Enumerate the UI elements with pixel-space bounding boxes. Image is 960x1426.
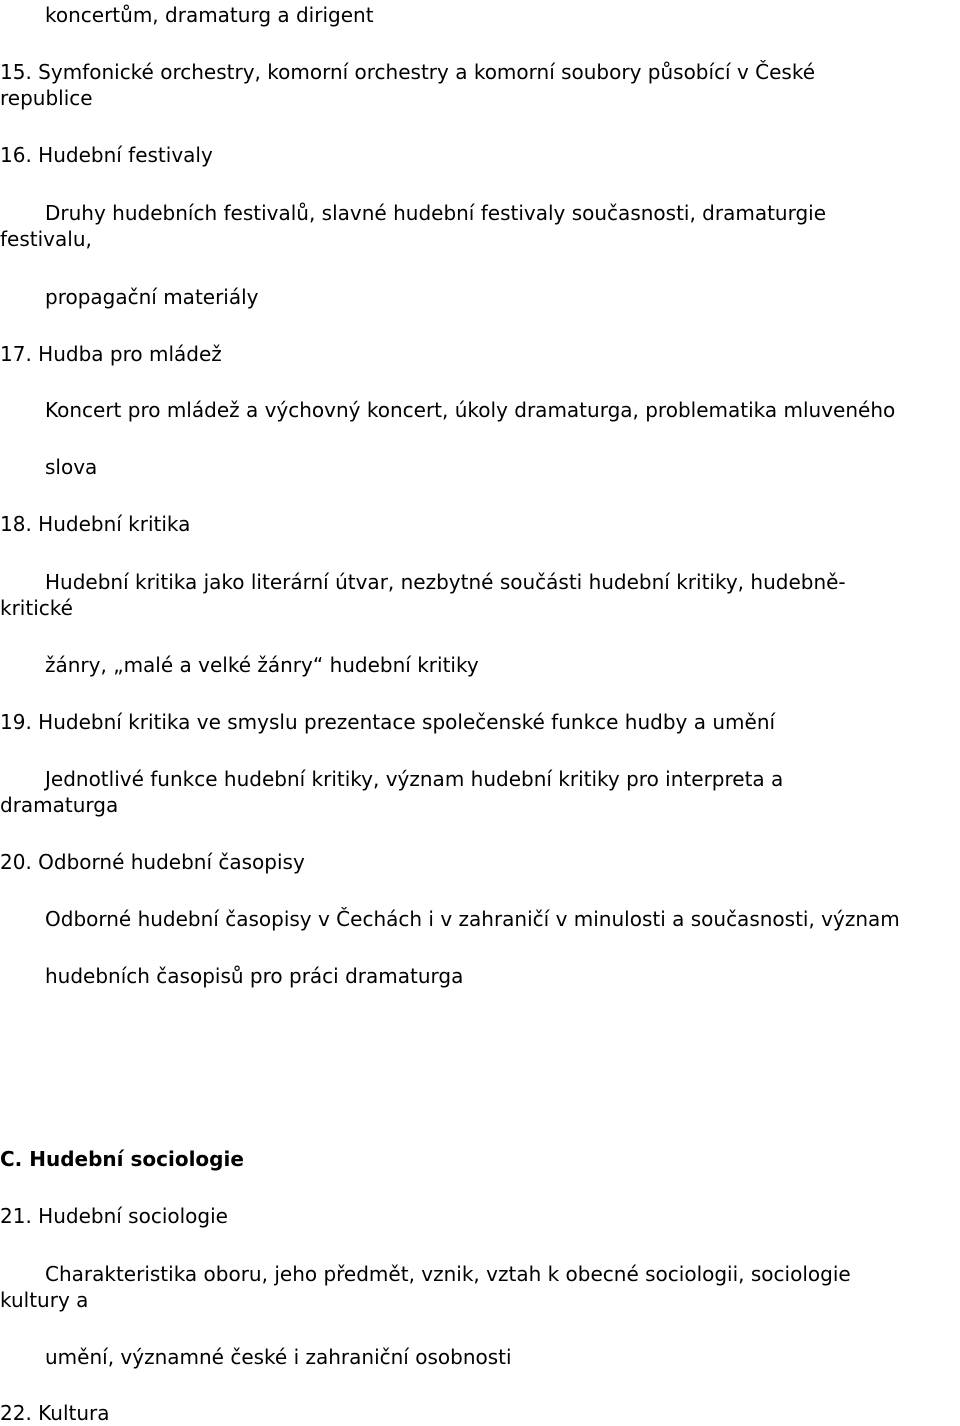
section-heading-continued: republice	[0, 86, 93, 110]
text-line: Koncert pro mládež a výchovný koncert, úkoly dramaturga, problematika mluveného	[45, 398, 896, 422]
section-heading: 16. Hudební festivaly	[0, 143, 213, 167]
text-line: dramaturga	[0, 793, 119, 817]
text-line: propagační materiály	[45, 285, 259, 309]
chapter-heading: C. Hudební sociologie	[0, 1147, 244, 1171]
text-line: festivalu,	[0, 227, 92, 251]
text-line: kritické	[0, 596, 73, 620]
text-line: kultury a	[0, 1288, 89, 1312]
text-line: žánry, „malé a velké žánry“ hudební kritiky	[45, 653, 479, 677]
text-line: hudebních časopisů pro práci dramaturga	[45, 964, 464, 988]
section-heading: 21. Hudební sociologie	[0, 1204, 228, 1228]
section-heading: 22. Kultura	[0, 1401, 110, 1425]
text-line: Charakteristika oboru, jeho předmět, vznik, vztah k obecné sociologii, sociologie	[45, 1262, 851, 1286]
text-line: umění, významné české i zahraniční osobnosti	[45, 1345, 512, 1369]
section-heading: 18. Hudební kritika	[0, 512, 191, 536]
section-heading: 17. Hudba pro mládež	[0, 342, 222, 366]
text-line: Hudební kritika jako literární útvar, nezbytné součásti hudební kritiky, hudebně-	[45, 570, 846, 594]
text-line: Druhy hudebních festivalů, slavné hudební festivaly současnosti, dramaturgie	[45, 201, 827, 225]
text-line: koncertům, dramaturg a dirigent	[45, 3, 374, 27]
text-line: Jednotlivé funkce hudební kritiky, význam hudební kritiky pro interpreta a	[45, 767, 784, 791]
section-heading: 19. Hudební kritika ve smyslu prezentace společenské funkce hudby a umění	[0, 710, 776, 734]
text-line: Odborné hudební časopisy v Čechách i v zahraničí v minulosti a současnosti, význam	[45, 907, 900, 931]
section-heading: 15. Symfonické orchestry, komorní orchestry a komorní soubory působící v České	[0, 60, 816, 84]
text-line: slova	[45, 455, 98, 479]
section-heading: 20. Odborné hudební časopisy	[0, 850, 305, 874]
